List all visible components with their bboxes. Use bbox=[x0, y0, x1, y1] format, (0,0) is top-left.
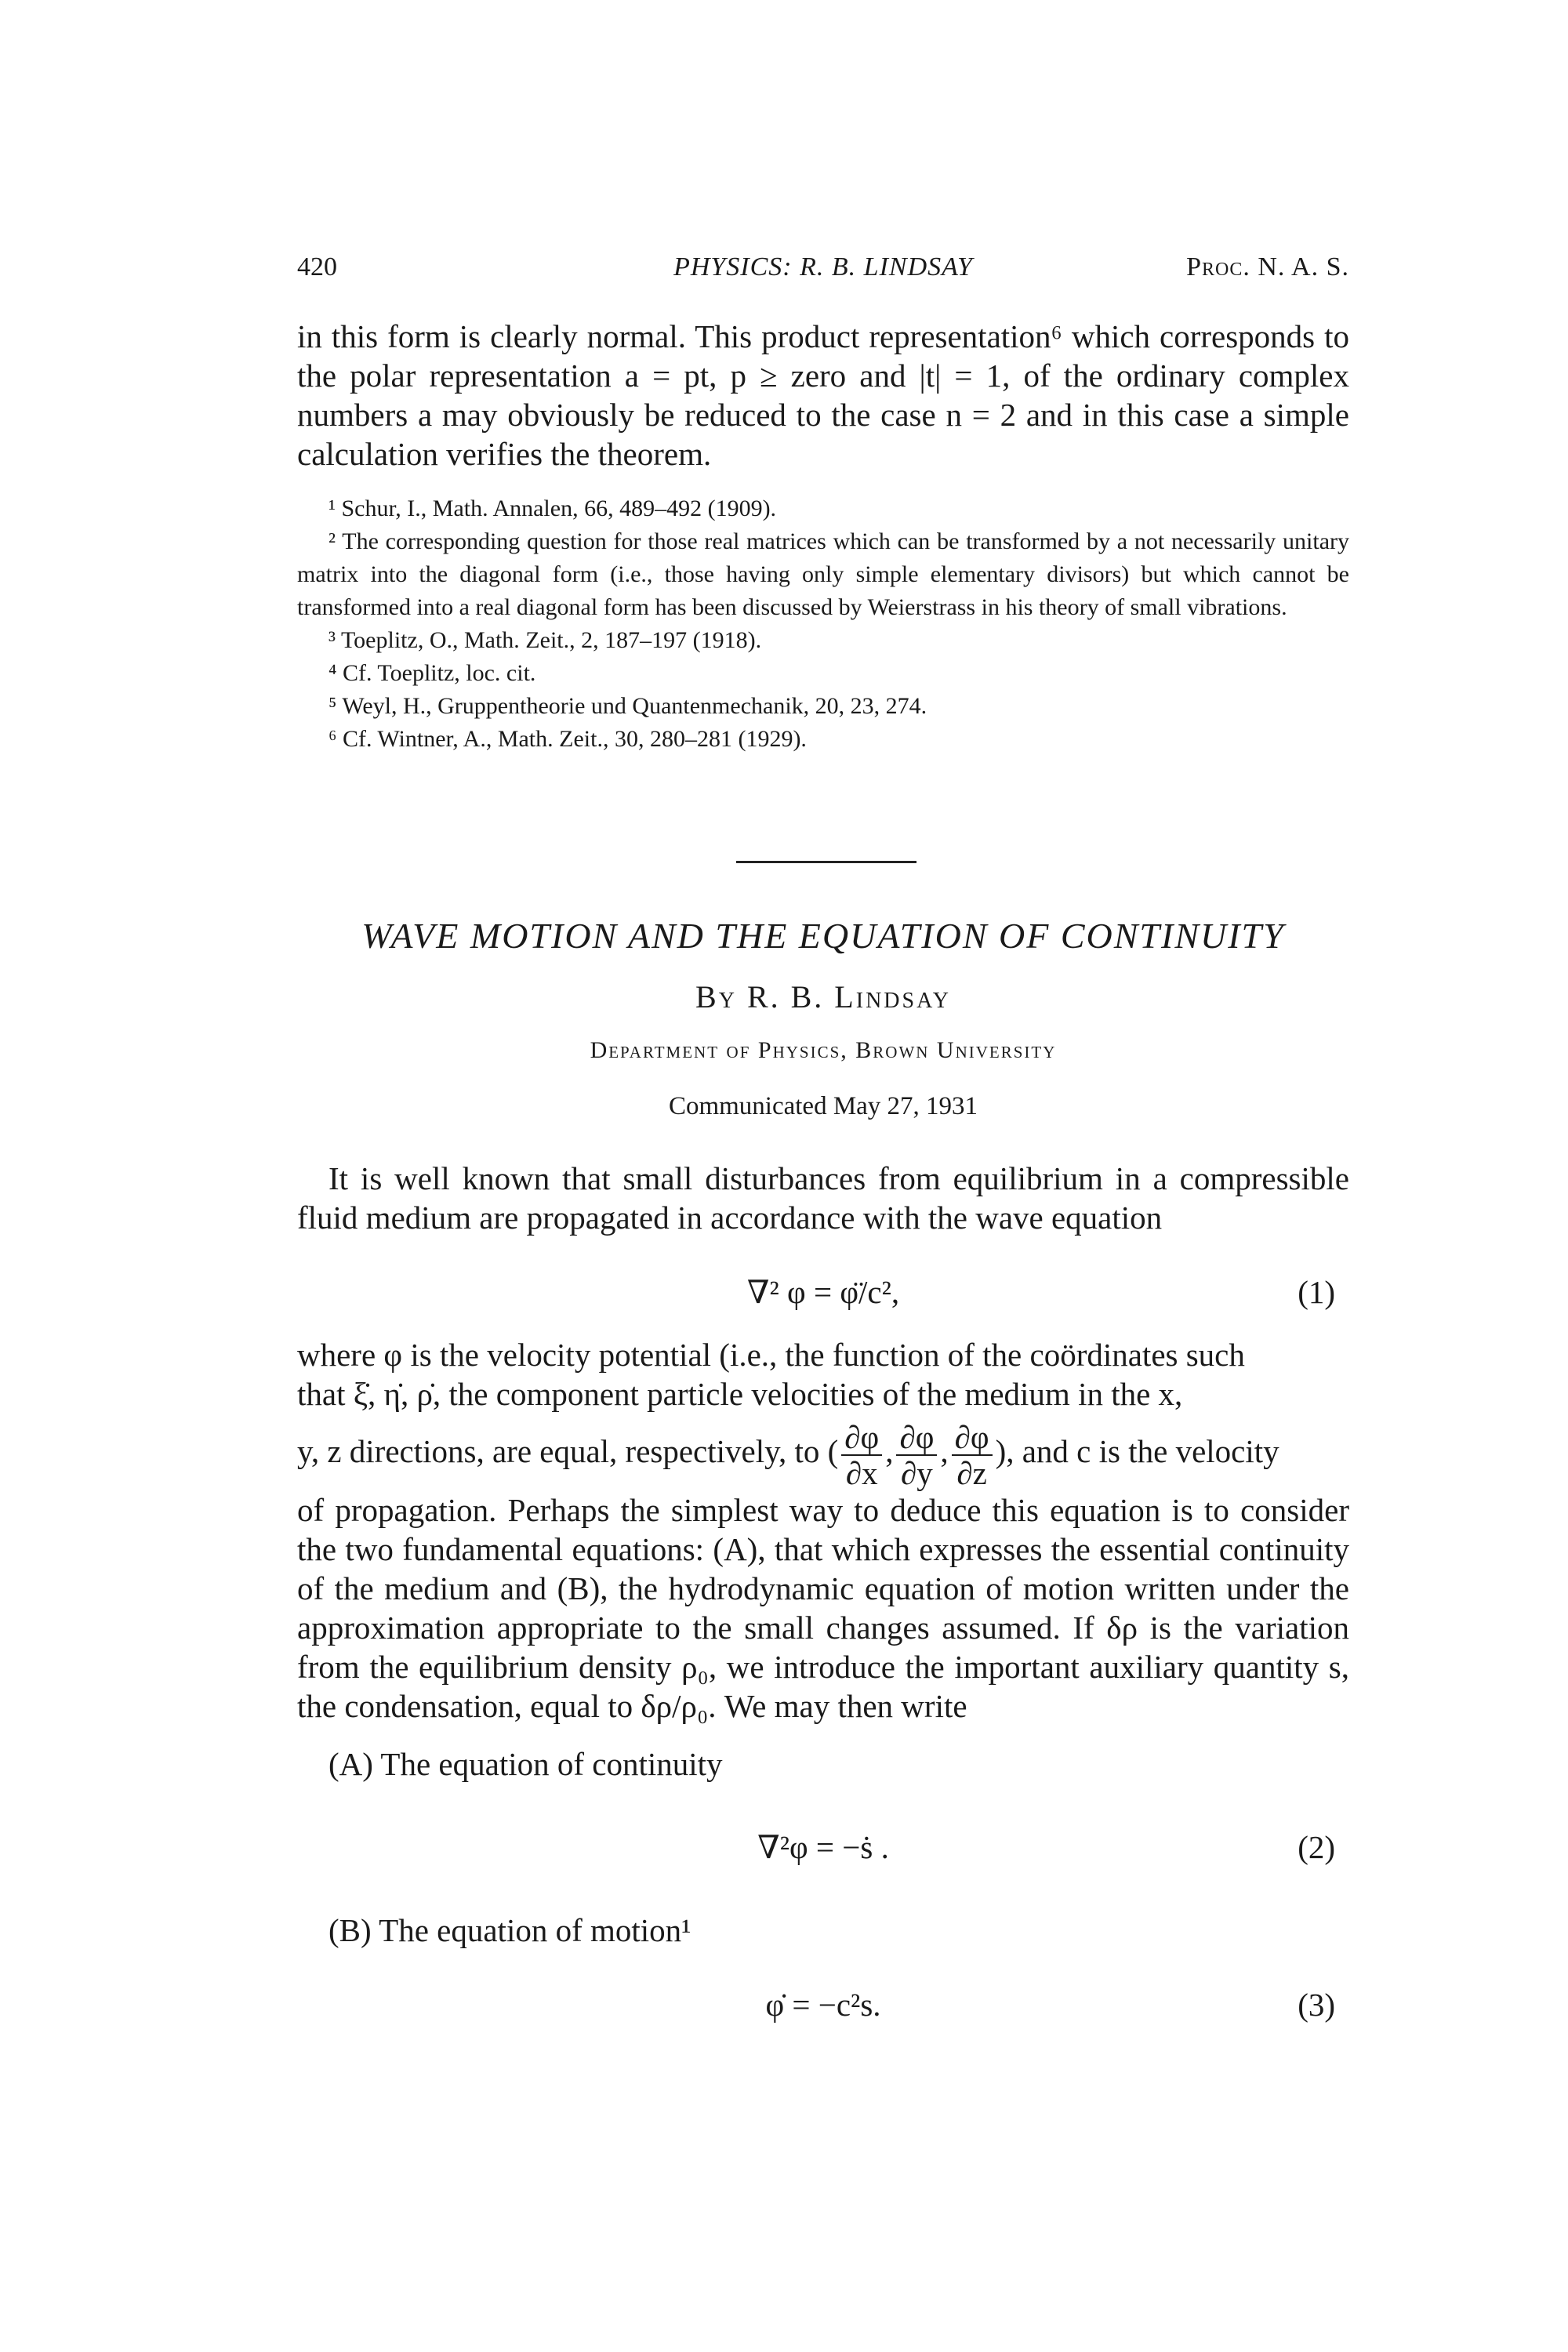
partial-x: $\frac{\partial\varphi}{\partial x}$ bbox=[841, 1420, 882, 1490]
equation-1-number: (1) bbox=[1298, 1274, 1335, 1310]
affiliation: Department of Physics, Brown University bbox=[590, 1037, 1057, 1063]
partial-z: $\frac{\partial\varphi}{\partial z}$ bbox=[952, 1420, 993, 1490]
running-header bbox=[297, 252, 1349, 287]
equation-2 bbox=[297, 1828, 1349, 1871]
footnote-5: ⁵ Weyl, H., Gruppentheorie und Quantenmechanik, 20, 23, 274. bbox=[328, 693, 927, 719]
footnote-2: ² The corresponding question for those real matrices which can be transformed by a not necessarily unitary matrix into the diagonal form (i.e., those having only simple elementary divisors) but which cannot be transformed into a real diagonal form has been discussed by Weierstrass in his theory of small vibrations. bbox=[297, 528, 1349, 620]
section-divider bbox=[736, 861, 916, 863]
intro-paragraph: It is well known that small disturbances from equilibrium in a compressible fluid medium are propagated in accordance with the wave equation bbox=[297, 1160, 1349, 1236]
body-line-1: where φ is the velocity potential (i.e., the function of the coördinates such bbox=[297, 1337, 1245, 1373]
equation-3-body: φ̇ = −c²s. bbox=[765, 1987, 881, 2023]
page-number: 420 bbox=[297, 252, 337, 281]
footnote-4: ⁴ Cf. Toeplitz, loc. cit. bbox=[328, 660, 536, 686]
equation-1 bbox=[297, 1273, 1349, 1316]
label-b: (B) The equation of motion¹ bbox=[328, 1912, 691, 1948]
body-line-3: y, z directions, are equal, respectively, to ( $\frac{\partial\varphi}{\partial x}$ , $\frac{\partial\varphi}{\partial y}$ , $\frac{\partial\varphi}{\partial z}$ ), and c is the velocity bbox=[297, 1418, 1279, 1491]
footnotes bbox=[297, 492, 1349, 756]
journal-name: Proc. N. A. S. bbox=[1186, 252, 1349, 281]
footnote-6: ⁶ Cf. Wintner, A., Math. Zeit., 30, 280–281 (1929). bbox=[328, 726, 807, 752]
equation-1-body: ∇² φ = φ̈/c², bbox=[746, 1274, 900, 1310]
label-a: (A) The equation of continuity bbox=[328, 1746, 723, 1782]
running-title: PHYSICS: R. B. LINDSAY bbox=[673, 252, 973, 281]
partial-y: $\frac{\partial\varphi}{\partial y}$ bbox=[896, 1420, 937, 1490]
equation-3-number: (3) bbox=[1298, 1987, 1335, 2023]
equation-3 bbox=[297, 1986, 1349, 2028]
article-title: WAVE MOTION AND THE EQUATION OF CONTINUITY bbox=[361, 916, 1285, 956]
body-paragraph-rest: of propagation. Perhaps the simplest way to deduce this equation is to consider the two fundamental equations: (A), that which expresses the essential continuity of the medium and (B), the hydrodynamic equation of motion written under the approximation appropriate to the small changes assumed. If δρ is the variation from the equilibrium density ρ₀, we introduce the important auxiliary quantity s, the condensation, equal to δρ/ρ₀. We may then write bbox=[297, 1491, 1349, 1724]
footnote-1: ¹ Schur, I., Math. Annalen, 66, 489–492 (1909). bbox=[328, 495, 777, 521]
body-paragraph bbox=[297, 1335, 1349, 1726]
equation-2-body: ∇²φ = −ṡ . bbox=[757, 1829, 889, 1865]
body-line-2: that ξ̇, η̇, ρ̇, the component particle velocities of the medium in the x, bbox=[297, 1376, 1183, 1412]
communicated-date: Communicated May 27, 1931 bbox=[668, 1092, 978, 1120]
equation-2-number: (2) bbox=[1298, 1829, 1335, 1865]
continued-paragraph: in this form is clearly normal. This product representation⁶ which corresponds to the polar representation a = pt, p ≥ zero and |t| = 1, of the ordinary complex numbers a may obviously be reduced to the case n = 2 and in this case a simple calculation verifies the theorem. bbox=[297, 318, 1349, 472]
footnote-3: ³ Toeplitz, O., Math. Zeit., 2, 187–197 (1918). bbox=[328, 627, 762, 653]
byline: By R. B. Lindsay bbox=[695, 979, 951, 1014]
